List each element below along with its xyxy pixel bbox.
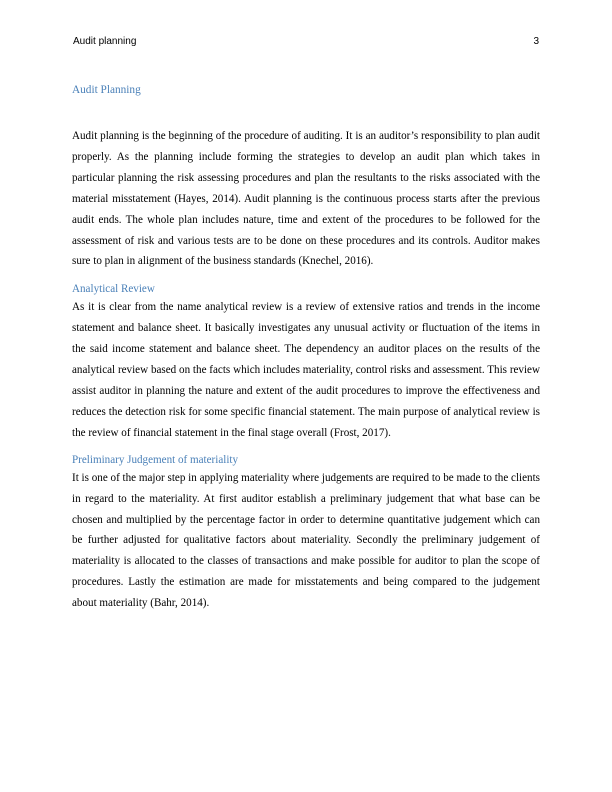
document-body — [72, 82, 540, 622]
section-heading-preliminary-judgement: Preliminary Judgement of materiality — [72, 453, 239, 466]
section-paragraph-preliminary-judgement: It is one of the major step in applying materiality where judgements are required to be made to the clients in regard to the materiality. At first auditor establish a preliminary judgement that what base can be chosen and multiplied by the percentage factor in order to determine quantitative judgement which can be further adjusted for qualitative factors about materiality. Secondly the preliminary judgement of materiality is allocated to the classes of transactions and make possible for auditor to plan the scope of procedures. Lastly the estimation are made for misstatements and being compared to the judgement about materiality (Bahr, 2014). — [72, 471, 540, 610]
running-header-title: Audit planning — [73, 36, 137, 47]
section-paragraph-analytical-review: As it is clear from the name analytical review is a review of extensive ratios and trends in the income statement and balance sheet. It basically investigates any unusual activity or fluctuation of the items in the said income statement and balance sheet. The dependency an auditor places on the results of the analytical review based on the facts which includes materiality, control risks and assessment. This review assist auditor in planning the nature and extent of the audit procedures to improve the effectiveness and reduces the detection risk for some specific financial statement. The main purpose of analytical review is the review of financial statement in the final stage overall (Frost, 2017). — [72, 301, 540, 439]
section-heading-analytical-review: Analytical Review — [72, 283, 155, 296]
document-title: Audit Planning — [72, 84, 141, 96]
intro-paragraph: Audit planning is the beginning of the procedure of auditing. It is an auditor’s responsibility to plan audit properly. As the planning include forming the strategies to develop an audit plan which takes in particular planning the risk assessing procedures and plan the resultants to the risks associated with the material misstatement (Hayes, 2014). Audit planning is the continuous process starts after the previous audit ends. The whole plan includes nature, time and extent of the procedures to be followed for the assessment of risk and various tests are to be done on these procedures and its controls. Auditor makes sure to plan in alignment of the business standards (Knechel, 2016). — [72, 130, 540, 268]
running-header — [73, 36, 539, 50]
page-number: 3 — [533, 36, 539, 47]
